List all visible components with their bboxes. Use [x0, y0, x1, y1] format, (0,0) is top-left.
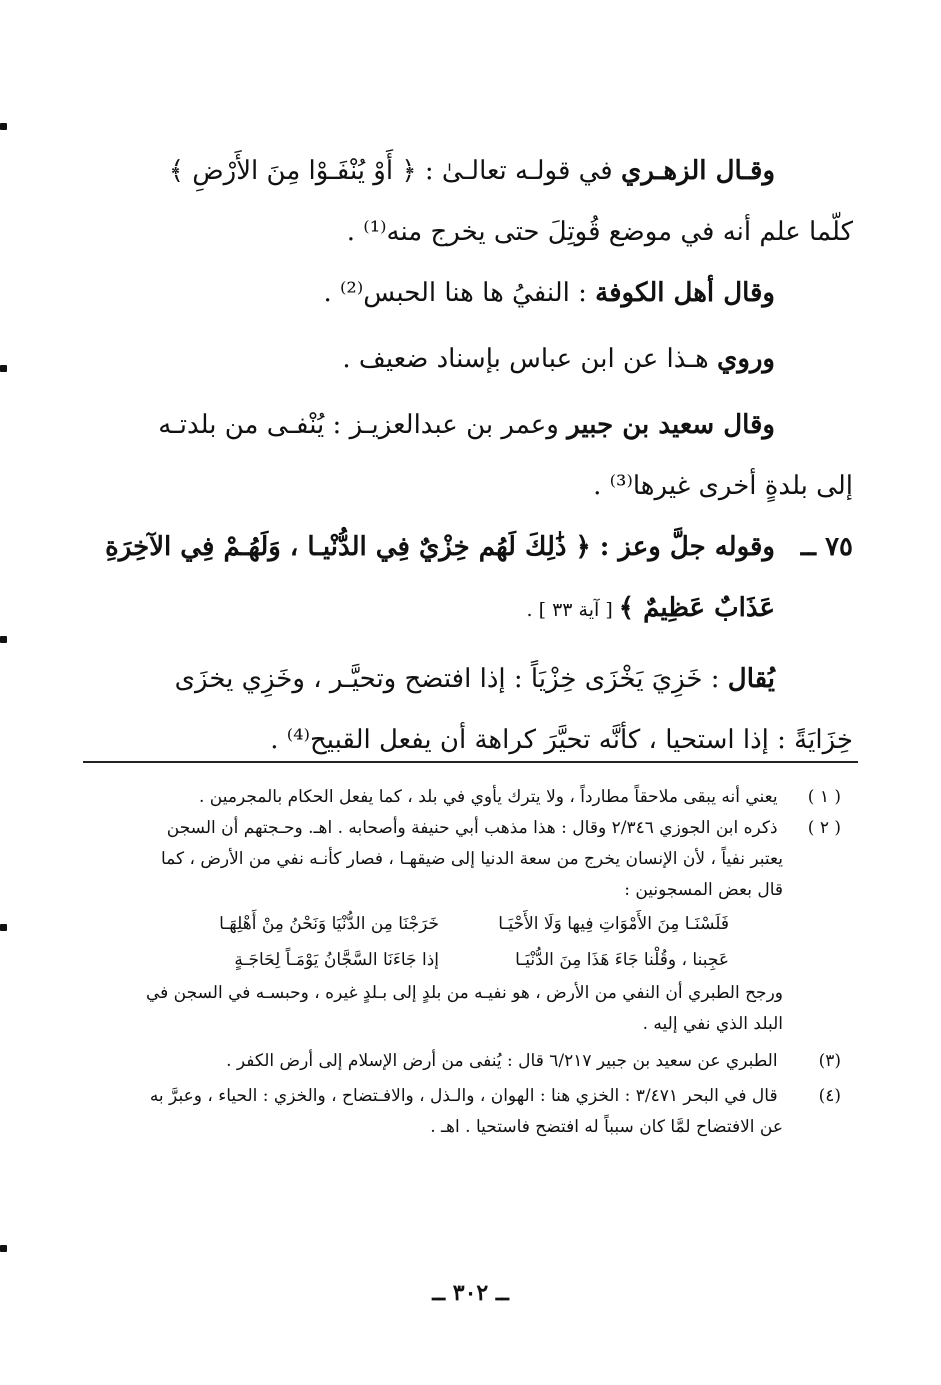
- page-number: ــ ٣٠٢ ــ: [432, 1280, 509, 1306]
- paragraph-text: في قولـه تعالـىٰ : ﴿ أَوْ يُنْفَـوْا مِنَ الأَرْضِ ﴾: [168, 156, 622, 186]
- footnote-4-cont: عن الافتضاح لمَّا كان سبباً له افتضح فاستحيا . اهـ .: [430, 1117, 783, 1137]
- footnote-2: [81, 813, 841, 844]
- edge-mark: [0, 1245, 7, 1252]
- footnote-text: الطبري عن سعيد بن جبير ٦/٢١٧ قال : يُنفى من أرض الإسلام إلى أرض الكفر .: [226, 1051, 778, 1071]
- footnote-2-cont: قال بعض المسجونين :: [624, 880, 783, 900]
- item-number: ٧٥ ــ: [800, 532, 853, 562]
- footnote-number: ( ٢ ): [807, 818, 841, 838]
- paragraph-yuqal-line1: [93, 646, 853, 712]
- footnote-2-cont: ورجح الطبري أن النفي من الأرض ، هو نفيـه من بلدٍ إلى بـلدٍ غيره ، وحبسـه في السجن في: [145, 983, 783, 1003]
- footnote-number: (٣): [818, 1051, 841, 1071]
- footnotes: [81, 782, 841, 1143]
- edge-mark: [0, 636, 7, 643]
- poem-verse-2: [81, 942, 841, 978]
- footnote-2-cont: يعتبر نفياً ، لأن الإنسان يخرج من سعة الدنيا إلى ضيقهـا ، فصار كأنـه نفي من الأرض ، كما: [160, 849, 783, 869]
- poem-hemistich: خَرَجْنَا مِن الدُّنْيَا وَنَحْنُ مِنْ أَهْلِهَـا: [219, 914, 439, 934]
- paragraph-yuqal-line2: خِزَايَةً : إذا استحيا ، كأنَّه تحيَّرَ كراهة أن يفعل القبيح⁽⁴⁾ .: [270, 725, 853, 755]
- edge-mark: [0, 924, 7, 931]
- paragraph-kufa: [93, 260, 853, 326]
- footnote-separator: [83, 761, 858, 763]
- speaker-name: وقال سعيد بن جبير: [567, 410, 775, 440]
- quran-verse: وقوله جلَّ وعز : ﴿ ذَٰلِكَ لَهُم خِزْيٌ فِي الدُّنْيـا ، وَلَهُـمْ فِي الآخِرَةِ: [105, 532, 775, 562]
- poem-verse-1: [81, 906, 841, 942]
- poem-hemistich: إذا جَاءَنَا السَّجَّانُ يَوْمَـاً لِحَاجَـةٍ: [234, 950, 439, 970]
- paragraph-text: وعمر بن عبدالعزيـز : يُنْفـى من بلدتـه: [158, 410, 568, 440]
- verse-reference: [ آية ٣٣ ] .: [526, 599, 619, 621]
- poem-hemistich: عَجِبنا ، وقُلْنا جَاءَ هَذَا مِنَ الدُّنْيَـا: [515, 950, 729, 970]
- paragraph-zuhri-line1: [93, 138, 853, 204]
- speaker-name: يُقال: [727, 664, 775, 694]
- poem-hemistich: فَلَسْنَـا مِنَ الأَمْوَاتِ فِيها وَلَا الأَحْيَـا: [498, 914, 729, 934]
- footnote-1: [81, 782, 841, 813]
- quran-verse: عَذَابٌ عَظِيمٌ ﴾: [618, 593, 775, 623]
- footnote-text: يعني أنه يبقى ملاحقاً مطارداً ، ولا يترك يأوي في بلد ، كما يفعل الحكام بالمجرمين .: [198, 787, 778, 807]
- footnote-number: ( ١ ): [807, 787, 841, 807]
- paragraph-text: هـذا عن ابن عباس بإسناد ضعيف .: [342, 344, 717, 374]
- speaker-name: وقال أهل الكوفة: [595, 278, 775, 308]
- speaker-name: وقـال الزهـري: [621, 156, 775, 186]
- footnote-4: [81, 1081, 841, 1112]
- footnote-text: ذكره ابن الجوزي ٢/٣٤٦ وقال : هذا مذهب أبي حنيفة وأصحابه . اهـ. وحـجتهم أن السجن: [166, 818, 778, 838]
- footnote-3: [81, 1046, 841, 1077]
- paragraph-narrated: [93, 326, 853, 392]
- footnote-2-cont: البلد الذي نفي إليه .: [642, 1014, 783, 1034]
- paragraph-said-line2: إلى بلدةٍ أخرى غيرها⁽³⁾ .: [593, 471, 853, 501]
- paragraph-said-line1: [93, 392, 853, 458]
- paragraph-text: : النفيُ ها هنا الحبس⁽²⁾ .: [323, 278, 596, 308]
- speaker-name: وروي: [716, 344, 775, 374]
- paragraph-text: : خَزِيَ يَخْزَى خِزْيَاً : إذا افتضح وتحيَّـر ، وخَزِي يخزَى: [174, 664, 728, 694]
- edge-mark: [0, 365, 7, 372]
- footnote-number: (٤): [818, 1086, 841, 1106]
- item-75-line1: [93, 514, 853, 580]
- edge-mark: [0, 123, 7, 130]
- paragraph-zuhri-line2: كلّما علم أنه في موضع قُوتِلَ حتى يخرج منه⁽¹⁾ .: [346, 217, 853, 247]
- footnote-text: قال في البحر ٣/٤٧١ : الخزي هنا : الهوان ، والـذل ، والافـتضاح ، والخزي : الحياء ، وعبرَّ به: [149, 1086, 778, 1106]
- item-75-line2: [93, 580, 853, 638]
- main-text: [93, 138, 853, 768]
